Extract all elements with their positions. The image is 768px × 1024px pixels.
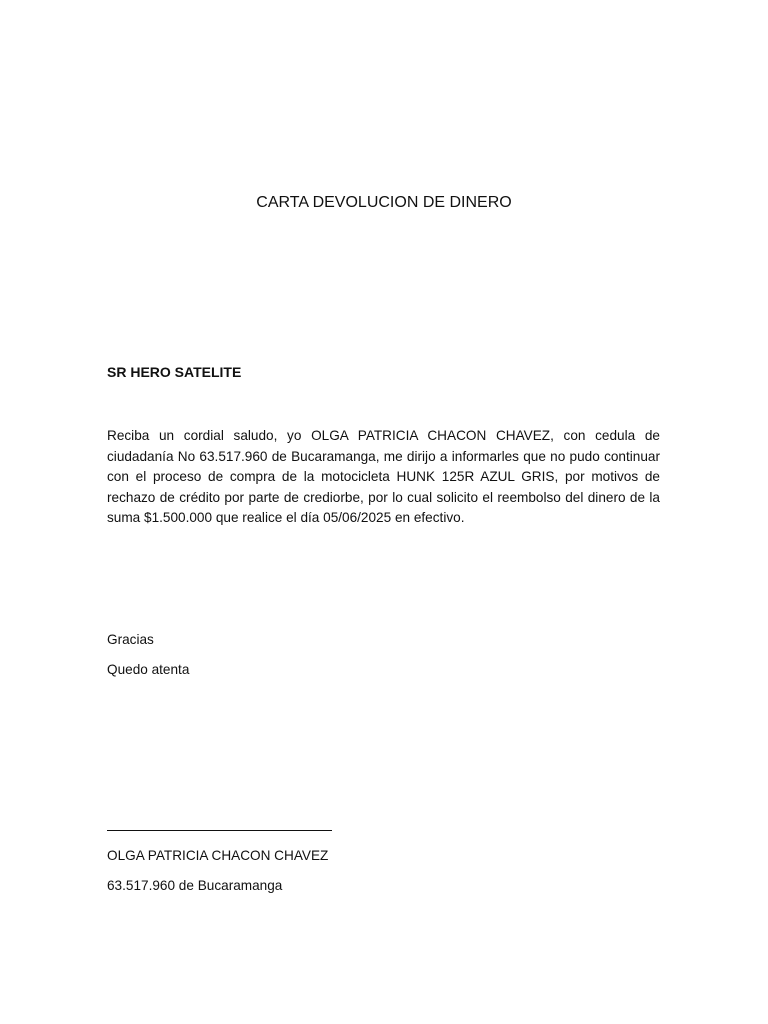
letter-recipient: SR HERO SATELITE bbox=[107, 364, 242, 380]
letter-body: Reciba un cordial saludo, yo OLGA PATRICIA CHACON CHAVEZ, con cedula de ciudadanía No 63.517.960 de Bucaramanga, me dirijo a informarles que no pudo continuar con el proceso de compra de la motocicleta HUNK 125R AZUL GRIS, por motivos de rechazo de crédito por parte de crediorbe, por lo cual solicito el reembolso del dinero de la suma $1.500.000 que realice el día 05/06/2025 en efectivo. bbox=[107, 428, 660, 526]
signer-id: 63.517.960 de Bucaramanga bbox=[107, 878, 283, 893]
signer-name: OLGA PATRICIA CHACON CHAVEZ bbox=[107, 848, 329, 863]
letter-thanks: Gracias bbox=[107, 632, 154, 647]
letter-title: CARTA DEVOLUCION DE DINERO bbox=[256, 194, 512, 211]
letter-closing: Quedo atenta bbox=[107, 662, 190, 677]
signature-line bbox=[107, 830, 332, 831]
